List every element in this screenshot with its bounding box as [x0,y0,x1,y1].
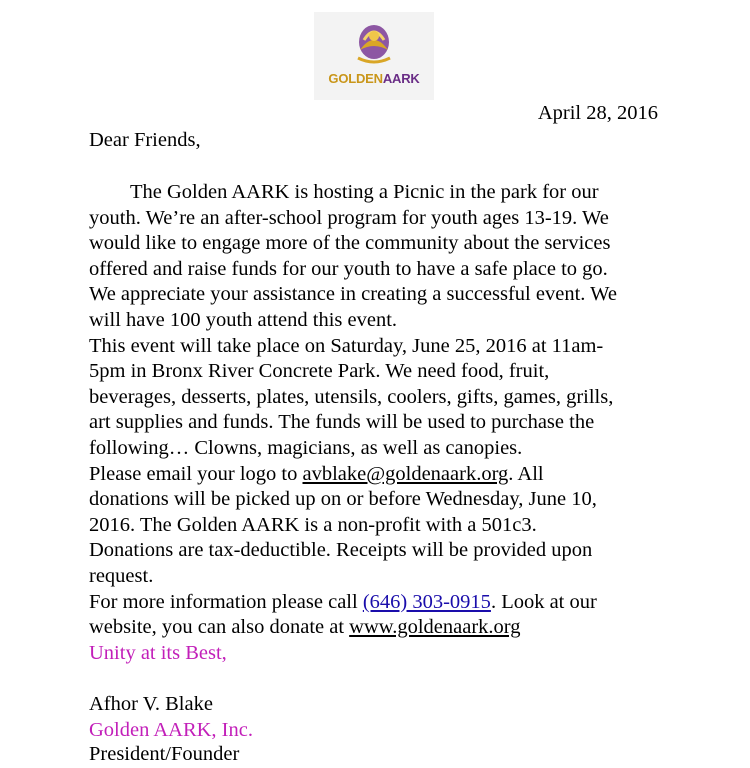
body-line: The Golden AARK is hosting a Picnic in the park for our [130,181,599,203]
phone-link[interactable]: (646) 303-0915 [362,590,491,613]
body-line: request. [89,564,154,587]
body-line: 5pm in Bronx River Concrete Park. We need food, fruit, [89,360,550,383]
letter-date: April 28, 2016 [537,102,658,124]
body-line: would like to engage more of the community about the services [89,232,611,255]
email-line [89,462,617,488]
email-prefix: Please email your logo to [89,462,303,485]
letter-body [89,180,617,666]
body-line: This event will take place on Saturday, June 25, 2016 at 11am- [89,334,604,357]
greeting: Dear Friends, [89,129,201,151]
body-line: following… Clowns, magicians, as well as canopies. [89,436,523,459]
body-line: donations will be picked up on or before Wednesday, June 10, [89,488,597,511]
logo [314,12,434,100]
info-line [89,590,617,616]
golden-aark-emblem-icon [350,20,398,72]
body-line: beverages, desserts, plates, utensils, coolers, gifts, games, grills, [89,385,614,408]
website-link[interactable]: www.goldenaark.org [349,616,521,639]
body-line: 2016. The Golden AARK is a non-profit with a 501c3. [89,513,537,536]
logo-wordmark [314,71,434,86]
website-line [89,615,617,641]
body-line: art supplies and funds. The funds will be used to purchase the [89,411,595,434]
website-prefix: website, you can also donate at [89,616,350,639]
email-link[interactable]: avblake@goldenaark.org [302,462,509,485]
logo-word-golden: GOLDEN [328,71,383,86]
body-line: will have 100 youth attend this event. [89,308,398,331]
email-suffix: . All [508,462,544,485]
info-prefix: For more information please call [89,590,363,613]
signature-block [89,692,253,743]
info-suffix: . Look at our [490,590,597,613]
organization-name: Golden AARK, Inc. [89,718,253,741]
body-line: Donations are tax-deductible. Receipts will be provided upon [89,539,593,562]
body-line: offered and raise funds for our youth to have a safe place to go. [89,257,608,280]
body-line: youth. We’re an after-school program for youth ages 13-19. We [89,206,609,229]
signer-name: Afhor V. Blake [89,693,213,715]
closing: Unity at its Best, [89,641,227,664]
logo-word-aark: AARK [382,71,420,86]
body-line: We appreciate your assistance in creating a successful event. We [89,283,617,306]
signer-title: President/Founder [89,743,240,765]
